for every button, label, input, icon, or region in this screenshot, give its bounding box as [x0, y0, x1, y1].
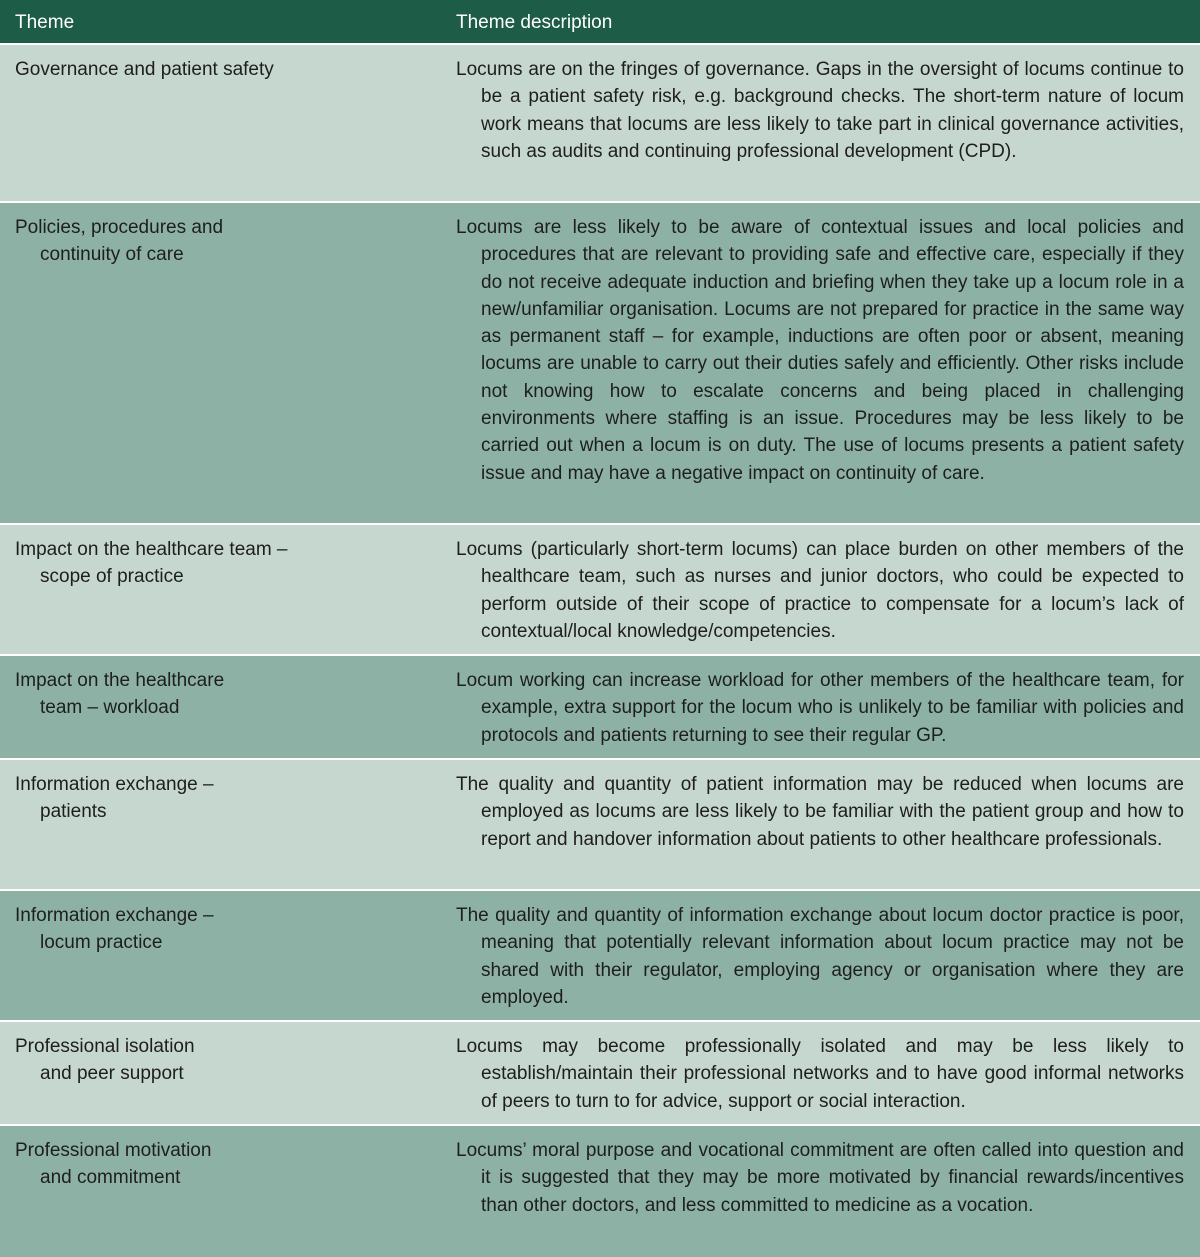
- theme-cell: Information exchange – locum practice: [15, 905, 214, 954]
- table-row: [0, 1022, 1200, 1126]
- table-row: [0, 203, 1200, 525]
- description-cell: The quality and quantity of information exchange about locum doctor practice is poor, meaning that potentially relevant information about locum practice may not be shared with their regulator, employing agency or organisation where they are employed.: [456, 905, 1184, 1008]
- table-row: [0, 760, 1200, 891]
- theme-cell: Professional isolation and peer support: [15, 1036, 195, 1085]
- table-row: [0, 1126, 1200, 1257]
- theme-cell: Professional motivation and commitment: [15, 1140, 212, 1189]
- table-row: [0, 525, 1200, 656]
- description-cell: Locums’ moral purpose and vocational commitment are often called into question and it is suggested that they may be more motivated by financial rewards/incentives than other doctors, and less committed to medicine as a vocation.: [456, 1140, 1184, 1216]
- table-row: [0, 45, 1200, 203]
- description-cell: Locums (particularly short-term locums) can place burden on other members of the healthcare team, such as nurses and junior doctors, who could be expected to perform outside of their scope of practice to compensate for a locum’s lack of contextual/local knowledge/competencies.: [456, 539, 1184, 642]
- description-cell: Locum working can increase workload for other members of the healthcare team, for example, extra support for the locum who is unlikely to be familiar with policies and protocols and patients returning to see their regular GP.: [456, 670, 1184, 746]
- description-cell: The quality and quantity of patient information may be reduced when locums are employed as locums are less likely to be familiar with the patient group and how to report and handover information about patients to other healthcare professionals.: [456, 774, 1184, 850]
- theme-cell: Governance and patient safety: [15, 59, 274, 80]
- header-theme: Theme: [15, 12, 75, 33]
- header-description: Theme description: [456, 12, 613, 33]
- theme-cell: Impact on the healthcare team – workload: [15, 670, 225, 719]
- table-row: [0, 891, 1200, 1022]
- description-cell: Locums are on the fringes of governance. Gaps in the oversight of locums continue to be a patient safety risk, e.g. background checks. The short-term nature of locum work means that locums are less likely to take part in clinical governance activities, such as audits and continuing professional development (CPD).: [456, 59, 1184, 162]
- description-cell: Locums are less likely to be aware of contextual issues and local policies and procedures that are relevant to providing safe and effective care, especially if they do not receive adequate induction and briefing when they take up a locum role in a new/unfamiliar organisation. Locums are not prepared for practice in the same way as permanent staff – for example, inductions are often poor or absent, meaning locums are unable to carry out their duties safely and efficiently. Other risks include not knowing how to escalate concerns and being placed in challenging environments where staffing is an issue. Procedures may be less likely to be carried out when a locum is on duty. The use of locums presents a patient safety issue and may have a negative impact on continuity of care.: [456, 217, 1184, 484]
- table-header: [0, 0, 1200, 45]
- description-cell: Locums may become professionally isolated and may be less likely to establish/maintain their professional networks and to have good informal networks of peers to turn to for advice, support or social interaction.: [456, 1036, 1184, 1112]
- table-row: [0, 656, 1200, 760]
- theme-cell: Impact on the healthcare team – scope of practice: [15, 539, 288, 588]
- theme-cell: Information exchange – patients: [15, 774, 214, 823]
- theme-cell: Policies, procedures and continuity of care: [15, 217, 224, 266]
